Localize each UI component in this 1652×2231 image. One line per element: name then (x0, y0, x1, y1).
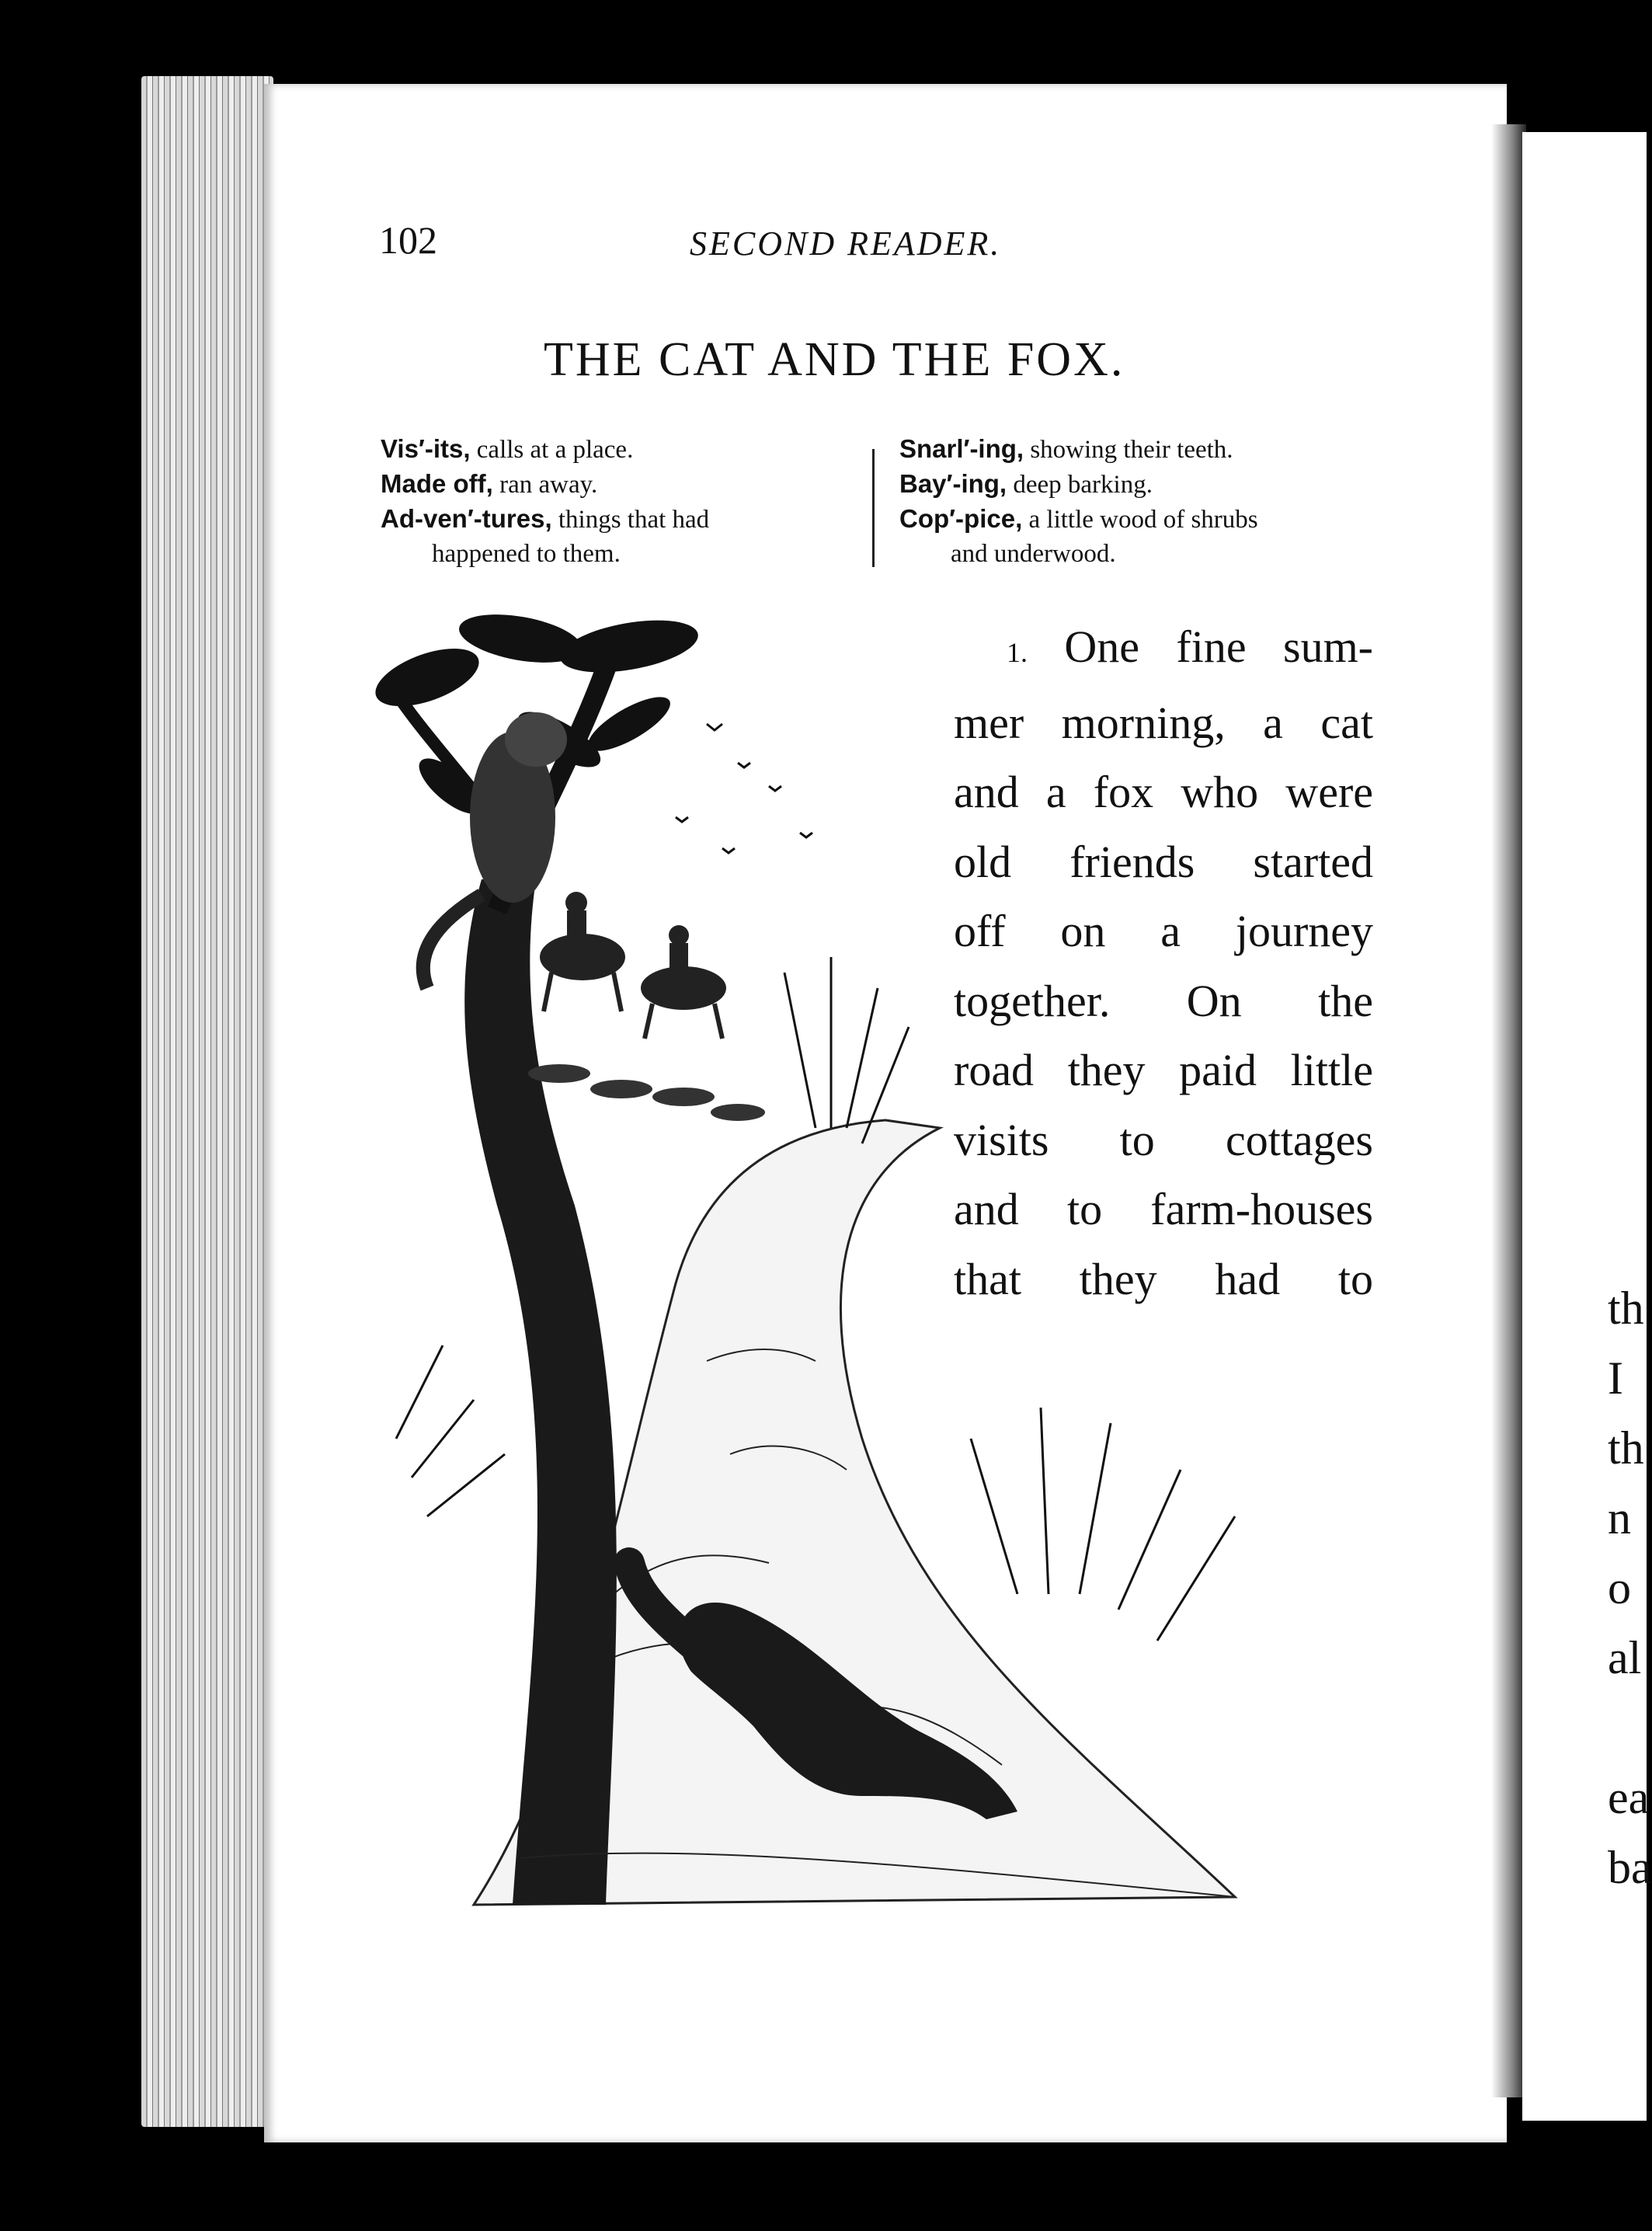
hounds-pack (528, 1064, 765, 1121)
cat-head (505, 712, 567, 767)
birds-flock (676, 724, 812, 853)
vocab-word: Made off, (381, 469, 493, 498)
paragraph-number: 1. (1007, 637, 1028, 668)
vocabulary-list-left (381, 432, 862, 571)
facing-page-fragment: o (1608, 1562, 1631, 1613)
vocab-word: Ad-ven′-tures, (381, 504, 552, 533)
vocab-entry (381, 502, 862, 537)
vocab-definition: ran away. (499, 471, 598, 499)
book-page-edges (141, 76, 273, 2127)
vocab-definition: calls at a place. (476, 436, 634, 464)
vocab-definition: a little wood of shrubs (1028, 506, 1258, 534)
facing-page-fragment: ea (1608, 1772, 1650, 1823)
book-gutter-shadow (1491, 124, 1526, 2097)
vocabulary-list-right (899, 432, 1381, 571)
vocab-definition: showing their teeth. (1030, 436, 1233, 464)
body-line: old friends started (954, 836, 1373, 887)
facing-page-fragment: n (1608, 1492, 1631, 1544)
body-line: and to farm-houses (954, 1184, 1373, 1234)
vocab-entry (899, 432, 1381, 467)
facing-page-fragment: ba (1608, 1842, 1652, 1893)
facing-page-fragment: th (1608, 1422, 1644, 1474)
body-line-text: One fine sum- (1064, 621, 1373, 672)
vocab-word: Vis′-its, (381, 434, 471, 463)
facing-page-fragment: th (1608, 1283, 1644, 1334)
running-head: SECOND READER. (690, 224, 1002, 263)
vocab-continuation: and underwood. (951, 540, 1116, 568)
body-line: mer morning, a cat (954, 697, 1373, 748)
vocab-word: Snarl′-ing, (899, 434, 1024, 463)
vocab-entry (381, 432, 862, 467)
body-line: that they had to (954, 1253, 1373, 1304)
vocab-word: Bay′-ing, (899, 469, 1007, 498)
facing-page-fragment: al (1608, 1632, 1642, 1683)
vocab-definition: things that had (558, 506, 710, 534)
vocab-entry (899, 502, 1381, 537)
body-line: and a fox who were (954, 767, 1373, 817)
vocab-entry (381, 467, 862, 502)
page-number: 102 (379, 218, 437, 262)
page-header (379, 218, 1373, 280)
lesson-body (954, 612, 1373, 1314)
vocab-word: Cop′-pice, (899, 504, 1023, 533)
vocab-divider (872, 449, 875, 567)
hunters-on-horseback (540, 892, 726, 1039)
lesson-title: THE CAT AND THE FOX. (544, 333, 1125, 386)
facing-page-fragment: I (1608, 1352, 1623, 1404)
vocab-entry (899, 467, 1381, 502)
body-line: together. On the (954, 975, 1373, 1026)
body-line (954, 612, 1373, 688)
body-line: visits to cottages (954, 1114, 1373, 1165)
facing-page (1522, 132, 1652, 2121)
vocab-continuation: happened to them. (432, 540, 621, 568)
body-line: road they paid little (954, 1045, 1373, 1095)
vocab-definition: deep barking. (1013, 471, 1153, 499)
body-line: off on a journey (954, 906, 1373, 956)
tree-trunk (464, 879, 617, 1905)
